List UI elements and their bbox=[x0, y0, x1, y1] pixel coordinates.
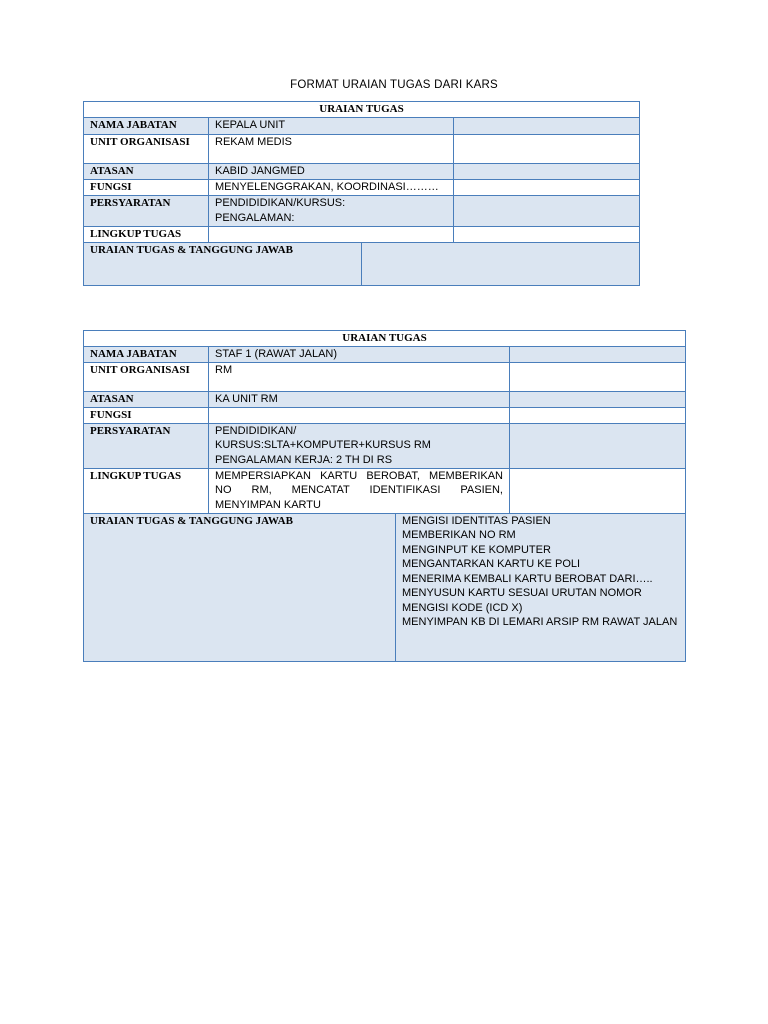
empty-cell bbox=[454, 135, 640, 164]
duty-item: MENGINPUT KE KOMPUTER bbox=[402, 543, 551, 556]
duty-item: MENGISI KODE (ICD X) bbox=[402, 601, 523, 614]
duty-item: MENYUSUN KARTU SESUAI URUTAN NOMOR bbox=[402, 587, 642, 599]
value-lingkup-tugas bbox=[209, 227, 454, 243]
persyaratan-line: PENGALAMAN KERJA: 2 TH DI RS bbox=[215, 453, 393, 466]
value-persyaratan bbox=[209, 196, 454, 227]
table-header: URAIAN TUGAS bbox=[84, 102, 640, 118]
duty-item: MENGISI IDENTITAS PASIEN bbox=[402, 514, 551, 527]
persyaratan-line: PENGALAMAN: bbox=[215, 211, 295, 224]
persyaratan-line: PENDIDIDIKAN/KURSUS: bbox=[215, 197, 346, 209]
label-unit-organisasi: UNIT ORGANISASI bbox=[84, 362, 209, 391]
value-unit-organisasi: RM bbox=[209, 362, 510, 391]
label-fungsi: FUNGSI bbox=[84, 180, 209, 196]
persyaratan-line: PENDIDIDIKAN/ bbox=[215, 424, 297, 437]
label-lingkup-tugas: LINGKUP TUGAS bbox=[84, 227, 209, 243]
label-uraian-tugas-tanggung-jawab: URAIAN TUGAS & TANGGUNG JAWAB bbox=[84, 513, 396, 661]
duty-item: MENERIMA KEMBALI KARTU BEROBAT DARI….. bbox=[402, 572, 653, 585]
label-atasan: ATASAN bbox=[84, 164, 209, 180]
empty-cell bbox=[454, 180, 640, 196]
empty-cell bbox=[510, 407, 686, 423]
label-lingkup-tugas: LINGKUP TUGAS bbox=[84, 468, 209, 513]
empty-cell bbox=[510, 391, 686, 407]
value-nama-jabatan: KEPALA UNIT bbox=[209, 118, 454, 135]
table-header: URAIAN TUGAS bbox=[84, 331, 686, 347]
value-lingkup-tugas: MEMPERSIAPKAN KARTU BEROBAT, MEMBERIKAN NO RM, MENCATAT IDENTIFIKASI PASIEN, MENYIMPAN KARTU bbox=[209, 468, 510, 513]
label-uraian-tugas-tanggung-jawab: URAIAN TUGAS & TANGGUNG JAWAB bbox=[84, 243, 362, 286]
duties-list bbox=[396, 513, 686, 661]
empty-cell bbox=[454, 118, 640, 135]
value-atasan: KABID JANGMED bbox=[209, 164, 454, 180]
uraian-tugas-table-kepala-unit bbox=[83, 101, 640, 286]
empty-cell bbox=[510, 468, 686, 513]
persyaratan-line: KURSUS:SLTA+KOMPUTER+KURSUS RM bbox=[215, 439, 431, 451]
label-atasan: ATASAN bbox=[84, 391, 209, 407]
value-nama-jabatan: STAF 1 (RAWAT JALAN) bbox=[209, 347, 510, 363]
value-unit-organisasi: REKAM MEDIS bbox=[209, 135, 454, 164]
document-title: FORMAT URAIAN TUGAS DARI KARS bbox=[290, 79, 498, 91]
empty-cell bbox=[510, 423, 686, 468]
label-persyaratan: PERSYARATAN bbox=[84, 423, 209, 468]
uraian-tugas-table-staf bbox=[83, 330, 686, 662]
empty-cell bbox=[454, 196, 640, 227]
label-nama-jabatan: NAMA JABATAN bbox=[84, 118, 209, 135]
label-persyaratan: PERSYARATAN bbox=[84, 196, 209, 227]
value-fungsi bbox=[209, 407, 510, 423]
duty-item: MENGANTARKAN KARTU KE POLI bbox=[402, 558, 581, 570]
label-unit-organisasi: UNIT ORGANISASI bbox=[84, 135, 209, 164]
empty-cell bbox=[510, 347, 686, 363]
empty-cell bbox=[454, 164, 640, 180]
label-nama-jabatan: NAMA JABATAN bbox=[84, 347, 209, 363]
empty-cell bbox=[454, 227, 640, 243]
value-atasan: KA UNIT RM bbox=[209, 391, 510, 407]
duty-item: MEMBERIKAN NO RM bbox=[402, 529, 516, 541]
value-persyaratan bbox=[209, 423, 510, 468]
label-fungsi: FUNGSI bbox=[84, 407, 209, 423]
value-fungsi: MENYELENGGRAKAN, KOORDINASI……… bbox=[209, 180, 454, 196]
empty-cell bbox=[510, 362, 686, 391]
value-uraian-tugas-tanggung-jawab bbox=[362, 243, 640, 286]
duty-item: MENYIMPAN KB DI LEMARI ARSIP RM RAWAT JALAN bbox=[402, 616, 678, 628]
